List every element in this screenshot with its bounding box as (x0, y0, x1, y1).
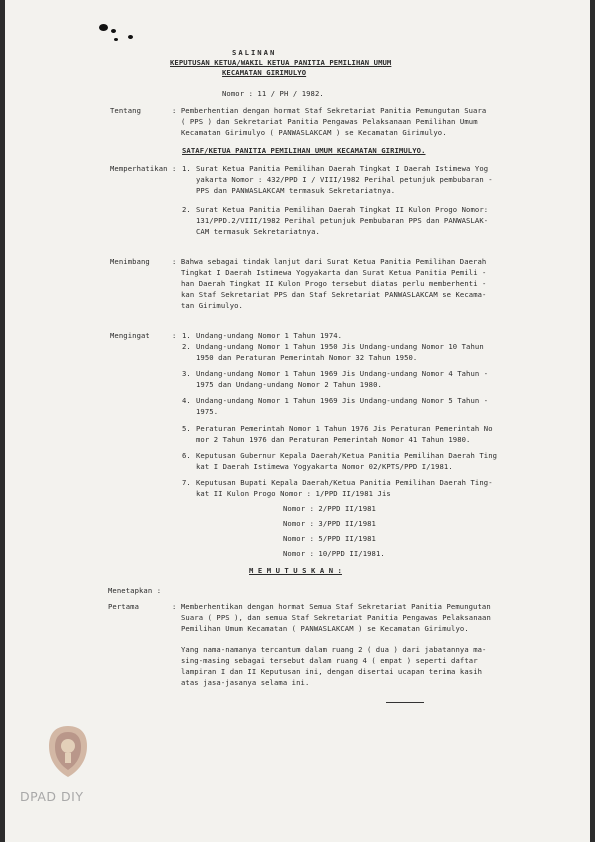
pertama-line: Suara ( PPS ), dan semua Staf Sekretariat Panitia Pengawas Pelaksanaan (181, 613, 491, 622)
issuer-heading: SATAF/KETUA PANITIA PEMILIHAN UMUM KECAMATAN GIRIMULYO. (182, 146, 426, 155)
decree-subtitle: KECAMATAN GIRIMULYO (222, 68, 307, 77)
decree-title: KEPUTUSAN KETUA/WAKIL KETUA PANITIA PEMILIHAN UMUM (170, 58, 392, 67)
mengingat-sub-line: Nomor : 3/PPD II/1981 (283, 519, 376, 528)
list-number: 5. (182, 424, 191, 433)
mengingat-line: Keputusan Gubernur Kepala Daerah/Ketua Panitia Pemilihan Daerah Ting (196, 451, 498, 460)
pertama-paragraph-line: Yang nama-namanya tercantum dalam ruang 2 ( dua ) dari jabatannya ma- (181, 645, 487, 654)
list-number: 7. (182, 478, 191, 487)
memperhatikan-line: 131/PPD.2/VIII/1982 Perihal petunjuk Pembubaran PPS dan PANWASLAK- (196, 216, 489, 225)
list-number: 4. (182, 396, 191, 405)
list-number: 2. (182, 205, 191, 214)
menimbang-line: : Bahwa sebagai tindak lanjut dari Surat Ketua Panitia Pemilihan Daerah (172, 257, 487, 266)
pertama-paragraph-line: atas jasa-jasanya selama ini. (181, 678, 310, 687)
memperhatikan-line: Surat Ketua Panitia Pemilihan Daerah Tingkat I Daerah Istimewa Yog (196, 164, 489, 173)
pertama-paragraph-line: sing-masing sebagai tersebut dalam ruang 4 ( empat ) seperti daftar (181, 656, 478, 665)
decree-number: Nomor : 11 / PH / 1982. (222, 89, 324, 98)
mengingat-line: 1975 dan Undang-undang Nomor 2 Tahun 1980. (196, 380, 382, 389)
menetapkan-label: Menetapkan : (108, 586, 162, 595)
memperhatikan-line: PPS dan PANWASLAKCAM termasuk Sekretariatnya. (196, 186, 396, 195)
tentang-line: Kecamatan Girimulyo ( PANWASLAKCAM ) se Kecamatan Girimulyo. (181, 128, 447, 137)
mengingat-line: kat II Kulon Progo Nomor : 1/PPD II/1981 Jis (196, 489, 391, 498)
memperhatikan-line: yakarta Nomor : 432/PPD I / VIII/1982 Perihal petunjuk pembubaran - (196, 175, 493, 184)
watermark-text: DPAD DIY (20, 789, 84, 804)
ink-blot (128, 35, 133, 39)
list-number: 3. (182, 369, 191, 378)
ink-blot (99, 24, 108, 31)
pertama-label: Pertama (108, 602, 139, 611)
list-number: 1. (182, 164, 191, 173)
colon: : (172, 331, 177, 340)
tentang-line: ( PPS ) dan Sekretariat Panitia Pengawas Pelaksanaan Pemilihan Umum (181, 117, 478, 126)
menimbang-line: tan Girimulyo. (181, 301, 243, 310)
right-scan-edge (590, 0, 595, 842)
list-number: 2. (182, 342, 191, 351)
memutuskan-heading: M E M U T U S K A N : (249, 566, 342, 575)
mengingat-line: Undang-undang Nomor 1 Tahun 1969 Jis Undang-undang Nomor 4 Tahun - (196, 369, 489, 378)
mengingat-line: Keputusan Bupati Kepala Daerah/Ketua Panitia Pemilihan Daerah Ting- (196, 478, 493, 487)
salinan-heading: SALINAN (232, 48, 277, 57)
mengingat-line: 1950 dan Peraturan Pemerintah Nomor 32 Tahun 1950. (196, 353, 418, 362)
pertama-line: : Memberhentikan dengan hormat Semua Staf Sekretariat Panitia Pemungutan (172, 602, 491, 611)
mengingat-sub-line: Nomor : 2/PPD II/1981 (283, 504, 376, 513)
menimbang-line: Tingkat I Daerah Istimewa Yogyakarta dan Surat Ketua Panitia Pemili - (181, 268, 487, 277)
memperhatikan-label: Memperhatikan : (110, 164, 177, 173)
ink-blot (111, 29, 116, 33)
menimbang-line: han Daerah Tingkat II Kulon Progo tersebut diatas perlu memberhenti - (181, 279, 487, 288)
list-number: 1. (182, 331, 191, 340)
mengingat-sub-line: Nomor : 10/PPD II/1981. (283, 549, 385, 558)
tentang-label: Tentang (110, 106, 141, 115)
mengingat-label: Mengingat (110, 331, 150, 340)
bottom-rule (386, 702, 424, 703)
archive-seal-icon (45, 722, 91, 780)
mengingat-line: Undang-undang Nomor 1 Tahun 1969 Jis Undang-undang Nomor 5 Tahun - (196, 396, 489, 405)
tentang-line: : Pemberhentian dengan hormat Staf Sekretariat Panitia Pemungutan Suara (172, 106, 487, 115)
memperhatikan-line: Surat Ketua Panitia Pemilihan Daerah Tingkat II Kulon Progo Nomor: (196, 205, 489, 214)
pertama-paragraph-line: lampiran I dan II Keputusan ini, dengan disertai ucapan terima kasih (181, 667, 483, 676)
pertama-line: Pemilihan Umum Kecamatan ( PANWASLAKCAM ) se Kecamatan Girimulyo. (181, 624, 469, 633)
mengingat-line: kat I Daerah Istimewa Yogyakarta Nomor 02/KPTS/PPD I/1981. (196, 462, 453, 471)
mengingat-sub-line: Nomor : 5/PPD II/1981 (283, 534, 376, 543)
ink-blot (114, 38, 118, 41)
mengingat-line: mor 2 Tahun 1976 dan Peraturan Pemerintah Nomor 41 Tahun 1980. (196, 435, 471, 444)
mengingat-line: Undang-undang Nomor 1 Tahun 1950 Jis Undang-undang Nomor 10 Tahun (196, 342, 484, 351)
menimbang-label: Menimbang (110, 257, 150, 266)
left-scan-edge (0, 0, 5, 842)
mengingat-line: Peraturan Pemerintah Nomor 1 Tahun 1976 Jis Peraturan Pemerintah No (196, 424, 493, 433)
memperhatikan-line: CAM termasuk Sekretariatnya. (196, 227, 320, 236)
list-number: 6. (182, 451, 191, 460)
mengingat-line: Undang-undang Nomor 1 Tahun 1974. (196, 331, 343, 340)
menimbang-line: kan Staf Sekretariat PPS dan Staf Sekretariat PANWASLAKCAM se Kecama- (181, 290, 487, 299)
mengingat-line: 1975. (196, 407, 219, 416)
